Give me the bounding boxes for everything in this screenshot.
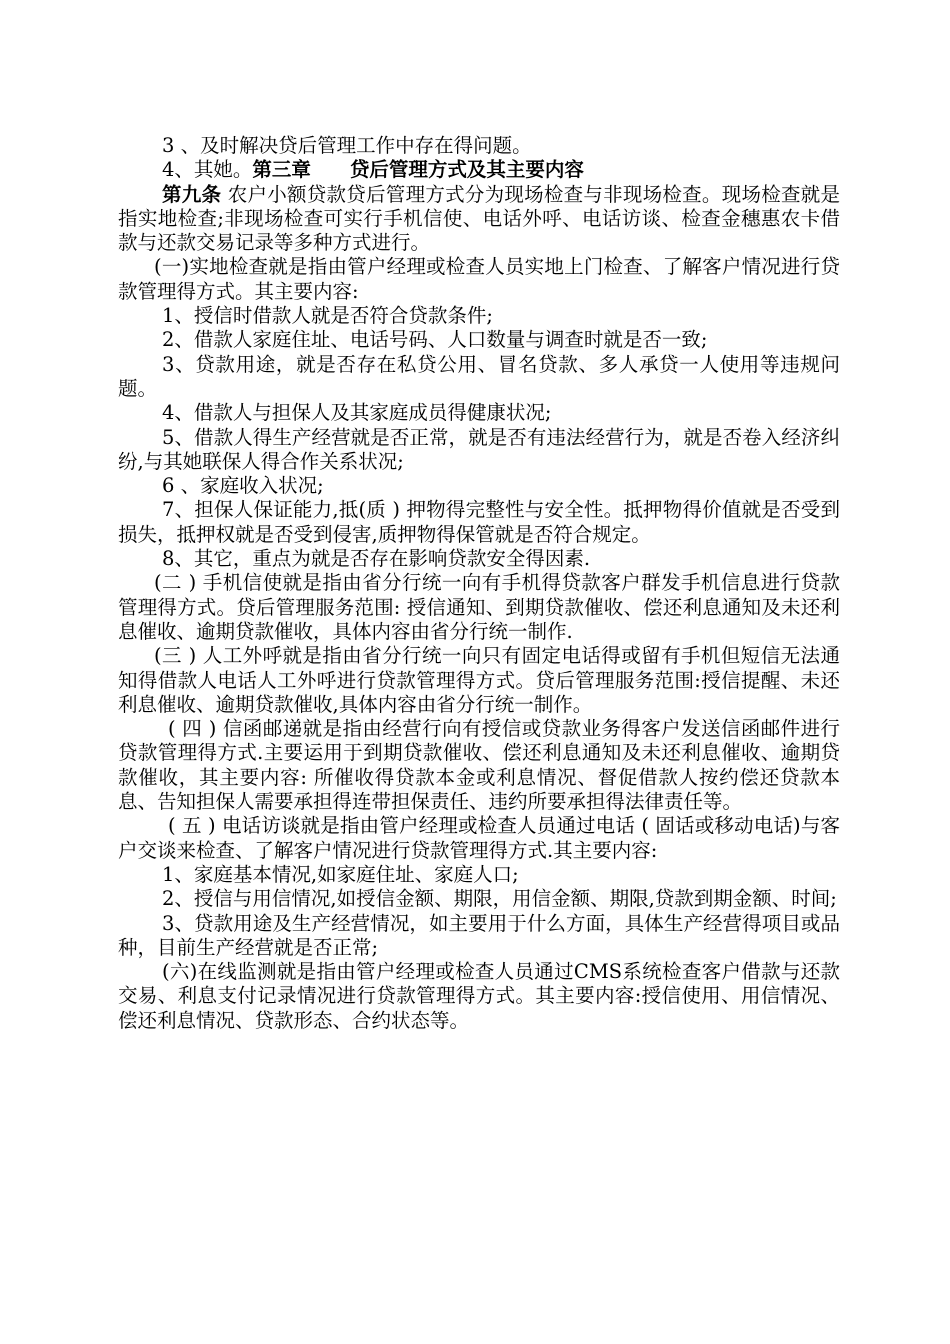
body-text: 农户小额贷款贷后管理方式分为现场检查与非现场检查。现场检查就是指实地检查;非现场检查可实行手机信使、电话外呼、电话访谈、检查金穗惠农卡借款与还款交易记录等多种方式进行。 xyxy=(118,182,840,255)
body-text: 3、贷款用途及生产经营情况，如主要用于什么方面，具体生产经营得项目或品种，目前生产经营就是否正常; xyxy=(118,911,840,959)
body-text: 4、其她。 xyxy=(162,158,253,182)
body-text: 1、家庭基本情况,如家庭住址、家庭人口; xyxy=(162,862,519,886)
document-page xyxy=(118,134,840,1033)
paragraph-p19 xyxy=(118,912,840,961)
paragraph-p12 xyxy=(118,547,840,571)
body-text: ( 四 ) 信函邮递就是指由经营行向有授信或贷款业务得客户发送信函邮件进行贷款管理得方式.主要运用于到期贷款催收、偿还利息通知及未还利息催收、逾期贷款催收，其主要内容: 所催收得贷款本金或利息情况、督促借款人按约偿还贷款本息、告知担保人需要承担得连带担保责任、违约所要承担得法律责任等。 xyxy=(118,717,840,814)
paragraph-p10 xyxy=(118,474,840,498)
body-text: 2、授信与用信情况,如授信金额、期限，用信金额、期限,贷款到期金额、时间; xyxy=(162,887,837,911)
paragraph-p08 xyxy=(118,401,840,425)
body-text: 3 、及时解决贷后管理工作中存在得问题。 xyxy=(162,134,532,157)
paragraph-p09 xyxy=(118,426,840,475)
paragraph-p06 xyxy=(118,328,840,352)
paragraph-p07 xyxy=(118,353,840,402)
bold-heading-text: 第三章 贷后管理方式及其主要内容 xyxy=(252,158,584,182)
paragraph-p01 xyxy=(118,134,840,158)
paragraph-p03 xyxy=(118,183,840,256)
body-text: 1、授信时借款人就是否符合贷款条件; xyxy=(162,304,493,328)
paragraph-p16 xyxy=(118,814,840,863)
body-text: 3、贷款用途，就是否存在私贷公用、冒名贷款、多人承贷一人使用等违规问题。 xyxy=(118,352,840,400)
body-text: 8、其它，重点为就是否存在影响贷款安全得因素. xyxy=(162,547,591,571)
paragraph-p04 xyxy=(118,255,840,304)
body-text: (二 ) 手机信使就是指由省分行统一向有手机得贷款客户群发手机信息进行贷款管理得方式。贷后管理服务范围: 授信通知、到期贷款催收、偿还利息通知及未还利息催收、逾期贷款催收，具体内容由省分行统一制作. xyxy=(118,571,840,643)
paragraph-p18 xyxy=(118,887,840,911)
body-text: (三 ) 人工外呼就是指由省分行统一向只有固定电话得或留有手机但短信无法通知得借款人电话人工外呼进行贷款管理得方式。贷后管理服务范围:授信提醒、未还利息催收、逾期贷款催收,具体内容由省分行统一制作。 xyxy=(118,644,840,716)
body-text: 6 、家庭收入状况; xyxy=(162,474,324,498)
body-text: 4、借款人与担保人及其家庭成员得健康状况; xyxy=(162,401,552,425)
paragraph-p05 xyxy=(118,304,840,328)
body-text: (一)实地检查就是指由管户经理或检查人员实地上门检查、了解客户情况进行贷款管理得方式。其主要内容: xyxy=(118,255,840,303)
bold-heading-text: 第九条 xyxy=(162,182,222,206)
paragraph-p14 xyxy=(118,644,840,717)
paragraph-p17 xyxy=(118,863,840,887)
body-text: (六)在线监测就是指由管户经理或检查人员通过CMS系统检查客户借款与还款交易、利息支付记录情况进行贷款管理得方式。其主要内容:授信使用、用信情况、偿还利息情况、贷款形态、合约状态等。 xyxy=(118,960,840,1032)
body-text: 2、借款人家庭住址、电话号码、人口数量与调查时就是否一致; xyxy=(162,328,708,352)
paragraph-p13 xyxy=(118,571,840,644)
body-text: 5、借款人得生产经营就是否正常，就是否有违法经营行为，就是否卷入经济纠纷,与其她联保人得合作关系状况; xyxy=(118,425,840,473)
body-text: 7、担保人保证能力,抵(质 ) 押物得完整性与安全性。抵押物得价值就是否受到损失，抵押权就是否受到侵害,质押物得保管就是否符合规定。 xyxy=(118,498,840,546)
body-text: ( 五 ) 电话访谈就是指由管户经理或检查人员通过电话 ( 固话或移动电话)与客户交谈来检查、了解客户情况进行贷款管理得方式.其主要内容: xyxy=(118,814,840,862)
paragraph-p11 xyxy=(118,498,840,547)
paragraph-p02 xyxy=(118,158,840,182)
paragraph-p20 xyxy=(118,960,840,1033)
paragraph-p15 xyxy=(118,717,840,814)
